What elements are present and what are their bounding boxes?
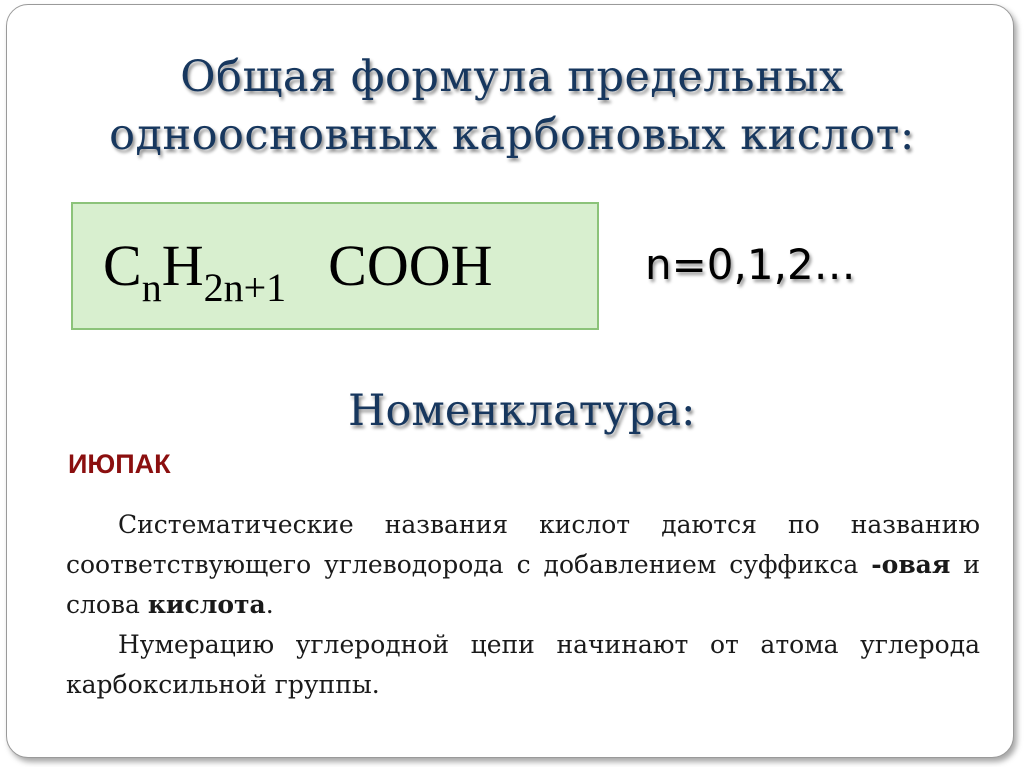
formula-carbon-subscript: n: [141, 265, 162, 310]
n-values: n=0,1,2…: [645, 240, 856, 289]
slide-title: [0, 48, 1024, 164]
nomenclature-heading: Номенклатура:: [348, 386, 696, 436]
title-line-2: одноосновных карбоновых кислот:: [109, 110, 915, 160]
paragraph1-suffix: -овая: [871, 550, 951, 579]
body-text: [66, 505, 980, 705]
paragraph1-text-c: .: [265, 590, 274, 619]
formula-carboxyl-group: COOH: [328, 233, 493, 298]
formula-box: [71, 202, 599, 330]
paragraph1-text-b: и слова: [66, 550, 980, 619]
formula-hydrogen: H: [161, 233, 204, 298]
paragraph1-word: кислота: [147, 590, 266, 619]
paragraph-naming-rule: [66, 505, 980, 625]
title-line-1: Общая формула предельных: [180, 52, 844, 102]
iupac-label: ИЮПАК: [68, 449, 171, 479]
general-formula: [103, 232, 493, 310]
paragraph-numbering-rule: Нумерацию углеродной цепи начинают от атома углерода карбоксильной группы.: [66, 630, 980, 699]
paragraph1-text-a: Систематические названия кислот даются по названию соответствующего углеводорода с добавлением суффикса: [66, 510, 980, 579]
formula-hydrogen-subscript: 2n+1: [203, 265, 287, 310]
formula-carbon: C: [103, 233, 142, 298]
